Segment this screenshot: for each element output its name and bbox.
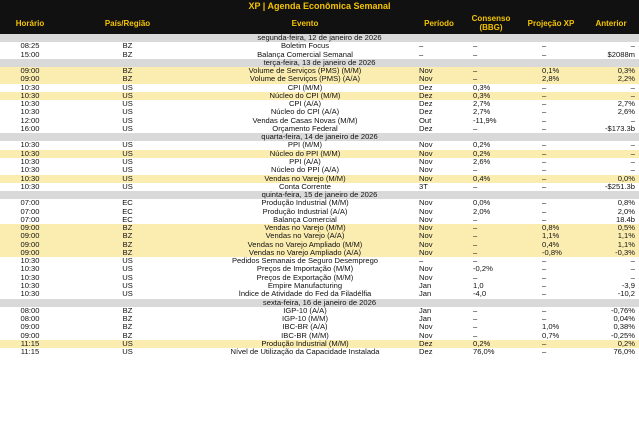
cell-time: 16:00 (20, 124, 40, 133)
cell-event: IBC-BR (A/A) (282, 323, 328, 332)
cell-country: US (122, 281, 133, 290)
cell-xp: – (542, 42, 547, 51)
cell-time: 10:30 (20, 166, 40, 175)
cell-previous: 0,04% (613, 315, 635, 324)
cell-period: Nov (419, 224, 433, 233)
table-row (0, 158, 639, 166)
cell-time: 09:00 (20, 232, 40, 241)
cell-country: EC (122, 215, 133, 224)
cell-previous: – (630, 42, 635, 51)
cell-time: 09:00 (20, 75, 40, 84)
cell-previous: -10,2 (617, 290, 635, 299)
cell-consensus: – (473, 240, 478, 249)
cell-consensus: – (473, 67, 478, 76)
cell-previous: -0,3% (615, 248, 635, 257)
cell-period: Nov (419, 232, 433, 241)
cell-country: EC (122, 199, 133, 208)
cell-period: Nov (419, 207, 433, 216)
cell-consensus: – (473, 257, 478, 266)
cell-previous: – (630, 91, 635, 100)
cell-event: CPI (A/A) (288, 100, 322, 109)
cell-period: Nov (419, 67, 433, 76)
cell-consensus: 2,0% (473, 207, 491, 216)
cell-time: 09:00 (20, 323, 40, 332)
cell-time: 08:00 (20, 306, 40, 315)
cell-previous: 2,7% (617, 100, 635, 109)
cell-period: Nov (419, 199, 433, 208)
col-header-time: Horário (15, 18, 45, 28)
cell-consensus: 2,6% (473, 157, 491, 166)
cell-event: CPI (M/M) (287, 83, 323, 92)
cell-previous: -$251.3b (605, 182, 635, 191)
col-header-period: Período (424, 18, 454, 28)
cell-xp: – (542, 306, 547, 315)
cell-time: 07:00 (20, 199, 40, 208)
cell-country: US (122, 108, 133, 117)
cell-xp: – (542, 215, 547, 224)
cell-xp: – (542, 281, 547, 290)
cell-previous: 76,0% (613, 348, 635, 357)
cell-period: Nov (419, 149, 433, 158)
cell-period: Nov (419, 273, 433, 282)
cell-xp: – (542, 273, 547, 282)
table-row (0, 265, 639, 273)
col-header-consensus: Consenso (BBG) (471, 14, 511, 32)
table-row (0, 150, 639, 158)
cell-time: 09:00 (20, 67, 40, 76)
cell-country: US (122, 166, 133, 175)
cell-time: 11:15 (20, 339, 40, 348)
cell-country: US (122, 265, 133, 274)
table-row (0, 340, 639, 348)
cell-country: BZ (122, 240, 133, 249)
cell-time: 10:30 (20, 149, 40, 158)
cell-xp: – (542, 91, 547, 100)
table-row (0, 315, 639, 323)
cell-country: BZ (122, 331, 133, 340)
table-row (0, 141, 639, 149)
cell-previous: 0,38% (613, 323, 635, 332)
cell-consensus: -0,2% (473, 265, 493, 274)
cell-xp: 2,8% (542, 75, 560, 84)
cell-previous: 2,0% (617, 207, 635, 216)
cell-xp: 1,0% (542, 323, 560, 332)
cell-period: Nov (419, 240, 433, 249)
table-row (0, 274, 639, 282)
table-row (0, 175, 639, 183)
table-row (0, 348, 639, 356)
table-row (0, 257, 639, 265)
cell-time: 09:00 (20, 248, 40, 257)
cell-consensus: 76,0% (473, 348, 495, 357)
cell-period: Jan (419, 306, 432, 315)
cell-country: BZ (122, 315, 133, 324)
cell-consensus: 1,0 (473, 281, 484, 290)
cell-previous: – (630, 166, 635, 175)
cell-xp: – (542, 265, 547, 274)
cell-consensus: – (473, 75, 478, 84)
cell-country: US (122, 91, 133, 100)
cell-period: Nov (419, 248, 433, 257)
cell-consensus: 0,2% (473, 141, 491, 150)
cell-event: PPI (A/A) (289, 157, 321, 166)
cell-previous: 0,0% (617, 174, 635, 183)
cell-country: US (122, 100, 133, 109)
cell-xp: – (542, 124, 547, 133)
cell-event: Núcleo do PPI (M/M) (269, 149, 341, 158)
table-row (0, 108, 639, 116)
cell-event: Balança Comercial (273, 215, 337, 224)
cell-xp: 0,7% (542, 331, 560, 340)
cell-time: 10:30 (20, 83, 40, 92)
cell-time: 07:00 (20, 207, 40, 216)
cell-event: IBC-BR (M/M) (281, 331, 329, 340)
cell-period: Nov (419, 331, 433, 340)
cell-time: 12:00 (20, 116, 40, 125)
cell-previous: $2088m (607, 50, 635, 59)
cell-event: Preços de Importação (M/M) (256, 265, 354, 274)
table-row (0, 42, 639, 50)
cell-country: BZ (122, 50, 133, 59)
cell-period: – (419, 42, 424, 51)
cell-event: Empire Manufacturing (267, 281, 343, 290)
cell-consensus: – (473, 182, 478, 191)
cell-previous: – (630, 265, 635, 274)
day-header: quarta-feira, 14 de janeiro de 2026 (0, 133, 639, 141)
cell-time: 08:00 (20, 315, 40, 324)
cell-event: Produção Industrial (M/M) (261, 199, 349, 208)
cell-previous: -0,25% (610, 331, 635, 340)
cell-period: Jan (419, 290, 432, 299)
cell-xp: – (542, 348, 547, 357)
cell-previous: 1,1% (617, 232, 635, 241)
cell-time: 07:00 (20, 215, 40, 224)
cell-period: Dez (419, 100, 433, 109)
table-row (0, 332, 639, 340)
cell-event: Balança Comercial Semanal (257, 50, 353, 59)
table-row (0, 199, 639, 207)
table-row (0, 100, 639, 108)
cell-event: PPI (M/M) (287, 141, 323, 150)
cell-event: Conta Corrente (279, 182, 331, 191)
cell-country: US (122, 157, 133, 166)
table-row (0, 75, 639, 83)
cell-xp: – (542, 315, 547, 324)
cell-event: IGP-10 (A/A) (283, 306, 327, 315)
cell-previous: – (630, 83, 635, 92)
cell-period: Nov (419, 174, 433, 183)
col-header-event: Evento (291, 18, 319, 28)
cell-period: Nov (419, 141, 433, 150)
cell-consensus: – (473, 215, 478, 224)
cell-previous: 18.4b (615, 215, 635, 224)
cell-consensus: 0,2% (473, 339, 491, 348)
table-row (0, 84, 639, 92)
cell-time: 09:00 (20, 331, 40, 340)
cell-country: US (122, 149, 133, 158)
cell-country: BZ (122, 323, 133, 332)
cell-time: 10:30 (20, 91, 40, 100)
cell-xp: – (542, 100, 547, 109)
cell-event: Índice de Atividade do Fed da Filadélfia (238, 290, 372, 299)
cell-consensus: – (473, 315, 478, 324)
cell-consensus: 0,2% (473, 149, 491, 158)
cell-previous: 2,2% (617, 75, 635, 84)
cell-event: Nível de Utilização da Capacidade Instalada (230, 348, 380, 357)
table-row (0, 208, 639, 216)
table-row (0, 232, 639, 240)
cell-country: BZ (122, 306, 133, 315)
cell-consensus: 0,3% (473, 83, 491, 92)
cell-previous: – (630, 157, 635, 166)
table-header (0, 12, 639, 34)
cell-previous: – (630, 141, 635, 150)
cell-time: 10:30 (20, 108, 40, 117)
col-header-previous: Anterior (595, 18, 627, 28)
cell-previous: 2,6% (617, 108, 635, 117)
cell-time: 08:25 (20, 42, 40, 51)
cell-consensus: – (473, 50, 478, 59)
cell-country: US (122, 339, 133, 348)
cell-period: Nov (419, 265, 433, 274)
cell-event: Boletim Focus (280, 42, 330, 51)
cell-country: US (122, 257, 133, 266)
cell-period: Nov (419, 323, 433, 332)
cell-event: Pedidos Semanais de Seguro Desemprego (231, 257, 379, 266)
col-header-country: País/Região (104, 18, 151, 28)
cell-xp: – (542, 339, 547, 348)
cell-event: Núcleo do PPI (A/A) (271, 166, 339, 175)
cell-period: Dez (419, 83, 433, 92)
cell-xp: – (542, 166, 547, 175)
day-header: segunda-feira, 12 de janeiro de 2026 (0, 34, 639, 42)
cell-xp: – (542, 108, 547, 117)
table-row (0, 282, 639, 290)
cell-consensus: 0,4% (473, 174, 491, 183)
cell-period: Nov (419, 157, 433, 166)
cell-consensus: – (473, 323, 478, 332)
page-title: XP | Agenda Econômica Semanal (0, 0, 639, 12)
cell-xp: – (542, 199, 547, 208)
cell-consensus: – (473, 42, 478, 51)
cell-consensus: – (473, 331, 478, 340)
cell-consensus: 0,3% (473, 91, 491, 100)
cell-previous: -$173.3b (605, 124, 635, 133)
cell-period: Jan (419, 281, 432, 290)
cell-event: IGP-10 (M/M) (282, 315, 328, 324)
cell-time: 10:30 (20, 290, 40, 299)
cell-consensus: -11,9% (473, 116, 497, 125)
cell-consensus: -4,0 (473, 290, 487, 299)
cell-country: BZ (122, 75, 133, 84)
table-row (0, 216, 639, 224)
cell-previous: – (630, 273, 635, 282)
cell-consensus: – (473, 248, 478, 257)
cell-event: Núcleo do CPI (M/M) (269, 91, 341, 100)
cell-time: 10:30 (20, 281, 40, 290)
cell-xp: – (542, 116, 547, 125)
cell-time: 10:30 (20, 182, 40, 191)
cell-previous: -3,9 (621, 281, 635, 290)
calendar-table (0, 34, 639, 356)
cell-time: 10:30 (20, 273, 40, 282)
cell-country: BZ (122, 67, 133, 76)
cell-time: 10:30 (20, 257, 40, 266)
cell-event: Orçamento Federal (272, 124, 338, 133)
cell-period: Nov (419, 75, 433, 84)
cell-xp: – (542, 141, 547, 150)
table-row (0, 249, 639, 257)
cell-xp: – (542, 157, 547, 166)
cell-period: Dez (419, 339, 433, 348)
cell-country: US (122, 174, 133, 183)
cell-country: BZ (122, 232, 133, 241)
cell-period: Nov (419, 166, 433, 175)
cell-country: US (122, 83, 133, 92)
cell-period: Dez (419, 348, 433, 357)
cell-previous: 0,8% (617, 199, 635, 208)
cell-time: 10:30 (20, 265, 40, 274)
cell-consensus: – (473, 306, 478, 315)
cell-country: EC (122, 207, 133, 216)
cell-time: 11:15 (20, 348, 40, 357)
cell-event: Vendas de Casas Novas (M/M) (252, 116, 358, 125)
col-header-xp: Projeção XP (527, 18, 575, 28)
cell-time: 09:00 (20, 224, 40, 233)
cell-event: Volume de Serviços (PMS) (A/A) (249, 75, 361, 84)
cell-previous: – (630, 257, 635, 266)
cell-period: 3T (419, 182, 428, 191)
cell-consensus: – (473, 124, 478, 133)
cell-previous: -0,76% (610, 306, 635, 315)
cell-period: Out (419, 116, 432, 125)
cell-consensus: – (473, 166, 478, 175)
cell-previous: 0,5% (617, 224, 635, 233)
cell-country: US (122, 348, 133, 357)
cell-event: Vendas no Varejo (A/A) (265, 232, 345, 241)
cell-period: Nov (419, 215, 433, 224)
cell-consensus: 2,7% (473, 100, 491, 109)
cell-consensus: – (473, 273, 478, 282)
cell-xp: 0,4% (542, 240, 560, 249)
table-row (0, 117, 639, 125)
cell-event: Núcleo do CPI (A/A) (270, 108, 340, 117)
table-row (0, 241, 639, 249)
cell-period: Dez (419, 91, 433, 100)
cell-country: BZ (122, 42, 133, 51)
cell-previous: – (630, 149, 635, 158)
cell-xp: – (542, 50, 547, 59)
cell-xp: – (542, 290, 547, 299)
cell-country: BZ (122, 248, 133, 257)
cell-xp: – (542, 257, 547, 266)
cell-consensus: 2,7% (473, 108, 491, 117)
cell-event: Produção Industrial (M/M) (261, 339, 349, 348)
table-row (0, 92, 639, 100)
cell-time: 10:30 (20, 141, 40, 150)
day-header: terça-feira, 13 de janeiro de 2026 (0, 59, 639, 67)
cell-previous: 0,2% (617, 339, 635, 348)
table-row (0, 307, 639, 315)
cell-previous: 0,3% (617, 67, 635, 76)
cell-previous: – (630, 116, 635, 125)
cell-event: Produção Industrial (A/A) (262, 207, 348, 216)
cell-period: – (419, 257, 424, 266)
day-header: sexta-feira, 16 de janeiro de 2026 (0, 299, 639, 307)
cell-country: US (122, 141, 133, 150)
day-header: quinta-feira, 15 de janeiro de 2026 (0, 191, 639, 199)
cell-event: Vendas no Varejo Ampliado (M/M) (247, 240, 363, 249)
cell-event: Volume de Serviços (PMS) (M/M) (248, 67, 362, 76)
cell-country: US (122, 182, 133, 191)
cell-country: BZ (122, 224, 133, 233)
cell-period: Dez (419, 108, 433, 117)
cell-previous: 1,1% (617, 240, 635, 249)
cell-period: – (419, 50, 424, 59)
table-row (0, 67, 639, 75)
cell-xp: – (542, 182, 547, 191)
table-row (0, 166, 639, 174)
cell-event: Vendas no Varejo (M/M) (264, 174, 346, 183)
cell-event: Vendas no Varejo (M/M) (264, 224, 346, 233)
table-row (0, 323, 639, 331)
cell-country: US (122, 124, 133, 133)
cell-time: 15:00 (20, 50, 40, 59)
cell-consensus: 0,0% (473, 199, 491, 208)
cell-time: 10:30 (20, 100, 40, 109)
cell-event: Vendas no Varejo Ampliado (A/A) (248, 248, 362, 257)
cell-country: US (122, 116, 133, 125)
cell-xp: – (542, 149, 547, 158)
cell-xp: 0,1% (542, 67, 560, 76)
cell-xp: 1,1% (542, 232, 560, 241)
cell-time: 09:00 (20, 240, 40, 249)
cell-country: US (122, 273, 133, 282)
cell-time: 10:30 (20, 157, 40, 166)
cell-consensus: – (473, 224, 478, 233)
cell-xp: – (542, 83, 547, 92)
cell-xp: 0,8% (542, 224, 560, 233)
cell-xp: – (542, 207, 547, 216)
cell-event: Preços de Exportação (M/M) (256, 273, 354, 282)
cell-xp: -0,8% (542, 248, 562, 257)
cell-consensus: – (473, 232, 478, 241)
table-row (0, 224, 639, 232)
cell-period: Dez (419, 124, 433, 133)
cell-time: 10:30 (20, 174, 40, 183)
cell-country: US (122, 290, 133, 299)
cell-xp: – (542, 174, 547, 183)
cell-period: Jan (419, 315, 432, 324)
